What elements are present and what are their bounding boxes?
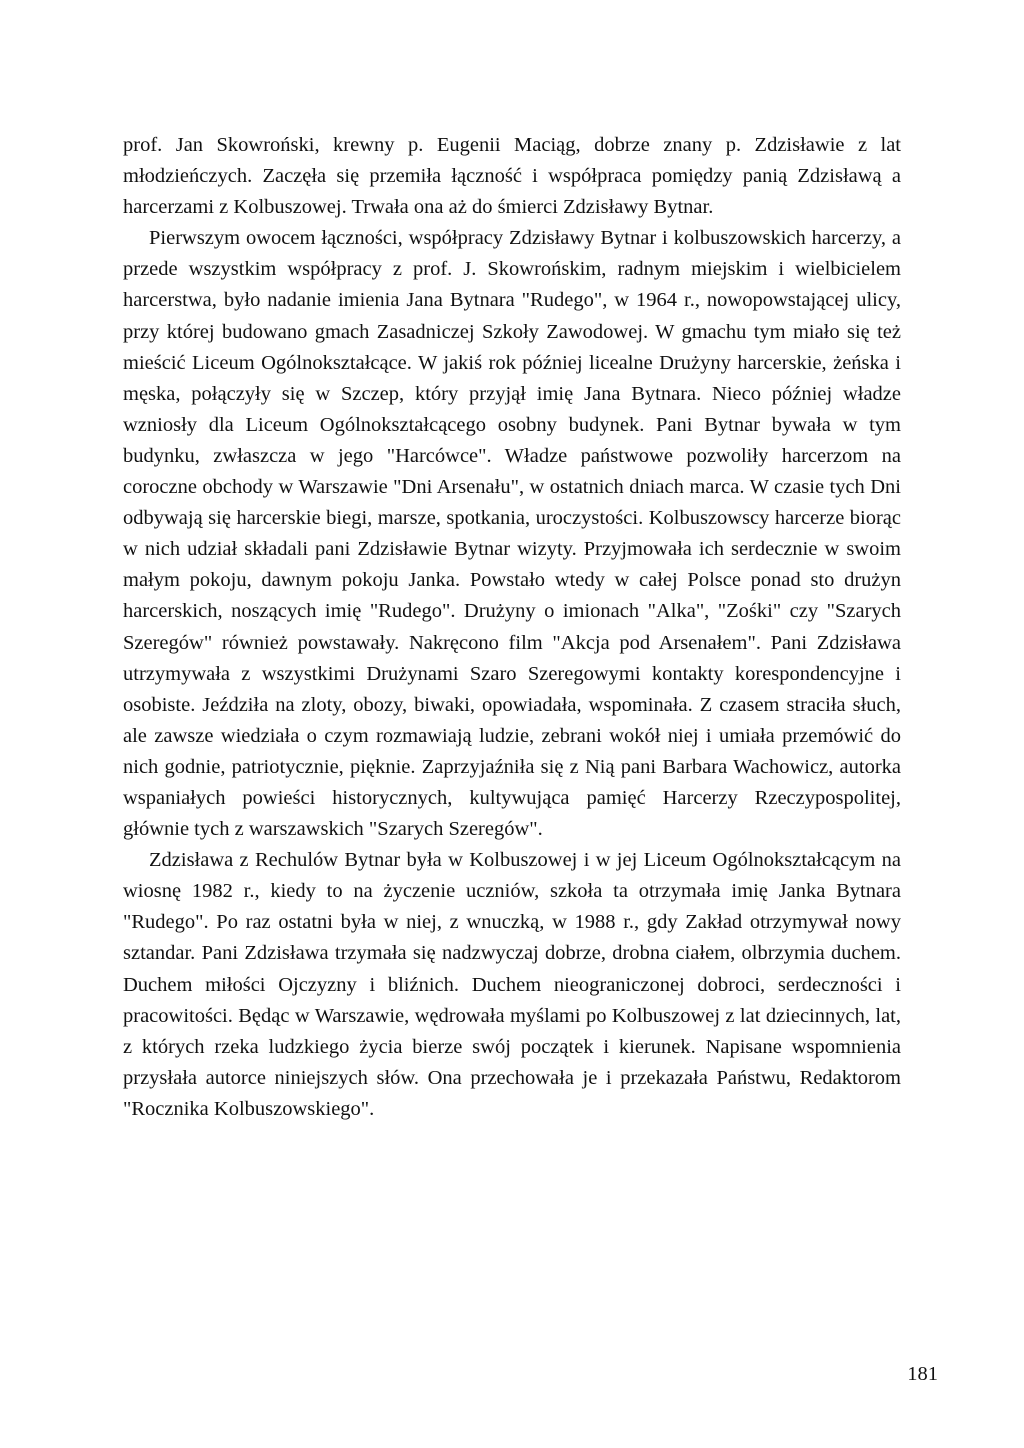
paragraph-3: Zdzisława z Rechulów Bytnar była w Kolbuszowej i w jej Liceum Ogólnokształcącym na wiosnę 1982 r., kiedy to na życzenie uczniów, szkoła ta otrzymała imię Janka Bytnara "Rudego". Po raz ostatni była w niej, z wnuczką, w 1988 r., gdy Zakład otrzymywał nowy sztandar. Pani Zdzisława trzymała się nadzwyczaj dobrze, drobna ciałem, olbrzymia duchem. Duchem miłości Ojczyzny i bliźnich. Duchem nieograniczonej dobroci, serdeczności i pracowitości. Będąc w Warszawie, wędrowała myślami po Kolbuszowej z lat dziecinnych, lat, z których rzeka ludzkiego życia bierze swój początek i kierunek. Napisane wspomnienia przysłała autorce niniejszych słów. Ona przechowała je i przekazała Państwu, Redaktorom "Rocznika Kolbuszowskiego". xyxy=(123,849,901,1120)
paragraph-1: prof. Jan Skowroński, krewny p. Eugenii Maciąg, dobrze znany p. Zdzisławie z lat młodzieńczych. Zaczęła się przemiła łączność i współpraca pomiędzy panią Zdzisławą a harcerzami z Kolbuszowej. Trwała ona aż do śmierci Zdzisławy Bytnar. xyxy=(123,134,901,219)
body-text xyxy=(123,130,901,1125)
paragraph-2: Pierwszym owocem łączności, współpracy Zdzisławy Bytnar i kolbuszowskich harcerzy, a przede wszystkim współpracy z prof. J. Skowrońskim, radnym miejskim i wielbicielem harcerstwa, było nadanie imienia Jana Bytnara "Rudego", w 1964 r., nowopowstającej ulicy, przy której budowano gmach Zasadniczej Szkoły Zawodowej. W gmachu tym miało się też mieścić Liceum Ogólnokształcące. W jakiś rok później licealne Drużyny harcerskie, żeńska i męska, połączyły się w Szczep, który przyjął imię Jana Bytnara. Nieco później władze wzniosły dla Liceum Ogólnokształcącego osobny budynek. Pani Bytnar bywała w tym budynku, zwłaszcza w jego "Harcówce". Władze państwowe pozwoliły harcerzom na coroczne obchody w Warszawie "Dni Arsenału", w ostatnich dniach marca. W czasie tych Dni odbywają się harcerskie biegi, marsze, spotkania, uroczystości. Kolbuszowscy harcerze biorąc w nich udział składali pani Zdzisławie Bytnar wizyty. Przyjmowała ich serdecznie w swoim małym pokoju, dawnym pokoju Janka. Powstało wtedy w całej Polsce ponad sto drużyn harcerskich, noszących imię "Rudego". Drużyny o imionach "Alka", "Zośki" czy "Szarych Szeregów" również powstawały. Nakręcono film "Akcja pod Arsenałem". Pani Zdzisława utrzymywała z wszystkimi Drużynami Szaro Szeregowymi kontakty korespondencyjne i osobiste. Jeździła na zloty, obozy, biwaki, opowiadała, wspominała. Z czasem straciła słuch, ale zawsze wiedziała o czym rozmawiają ludzie, zebrani wokół niej i umiała przemówić do nich godnie, patriotycznie, pięknie. Zaprzyjaźniła się z Nią pani Barbara Wachowicz, autorka wspaniałych powieści historycznych, kultywująca pamięć Harcerzy Rzeczypospolitej, głównie tych z warszawskich "Szarych Szeregów". xyxy=(123,227,901,841)
page-number: 181 xyxy=(907,1363,938,1385)
